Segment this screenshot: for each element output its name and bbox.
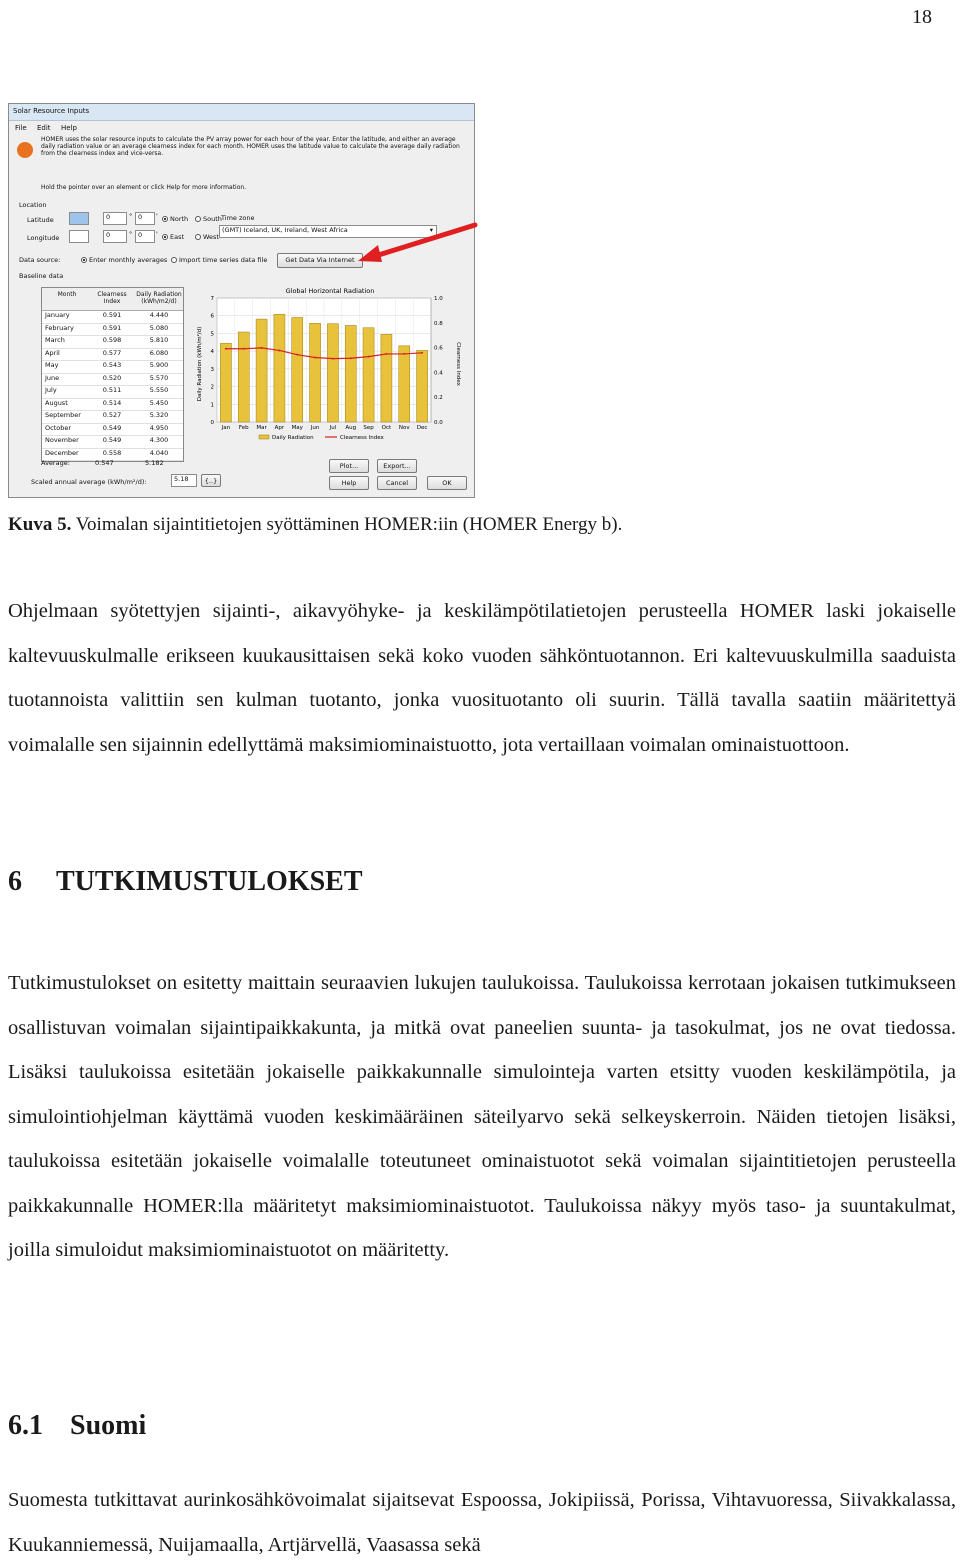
y2-tick-label: 1.0 (434, 296, 443, 302)
month-cell: February (45, 323, 74, 332)
latitude-min-input[interactable]: 0 (135, 212, 155, 225)
table-header (42, 288, 183, 311)
scaled-label: Scaled annual average (kWh/m²/d): (31, 478, 147, 486)
menu-file[interactable]: File (15, 124, 27, 132)
radiation-cell[interactable]: 5.080 (149, 323, 169, 332)
point-clearness-index (225, 348, 227, 350)
menu-help[interactable]: Help (61, 124, 77, 132)
heading-text: TUTKIMUSTULOKSET (56, 866, 363, 897)
clearness-cell[interactable]: 0.591 (102, 323, 122, 332)
radiation-cell[interactable]: 6.080 (149, 348, 169, 357)
scaled-button[interactable]: {..} (201, 474, 221, 487)
data-source-label: Data source: (19, 256, 61, 264)
radiation-cell[interactable]: 4.300 (149, 436, 169, 444)
export-button[interactable]: Export... (377, 459, 417, 473)
latitude-deg-input[interactable]: 0 (103, 212, 127, 225)
col-clearness: Clearness Index (97, 291, 127, 305)
west-radio[interactable] (195, 234, 201, 240)
time-zone-value: (GMT) Iceland, UK, Ireland, West Africa (222, 226, 348, 234)
table-row (42, 311, 183, 324)
info-icon (17, 142, 33, 158)
latitude-label: Latitude (27, 216, 54, 224)
legend-bar-label: Daily Radiation (272, 435, 314, 441)
chart-y2label: Clearness Index (455, 342, 461, 386)
month-cell: August (45, 398, 68, 407)
month-cell: December (45, 448, 79, 457)
caption-text: Voimalan sijaintitietojen syöttäminen HOMER:iin (HOMER Energy b). (71, 514, 623, 535)
south-radio[interactable] (195, 216, 201, 222)
menu-bar (9, 121, 474, 135)
radiation-cell[interactable]: 4.440 (149, 311, 169, 319)
page-number: 18 (912, 6, 932, 28)
point-clearness-index (403, 353, 405, 355)
month-cell: June (45, 373, 60, 382)
month-cell: January (45, 311, 70, 319)
bar-daily-radiation (345, 325, 356, 422)
table-row (42, 424, 183, 437)
clearness-cell[interactable]: 0.543 (102, 361, 122, 369)
table-row (42, 411, 183, 424)
north-label: North (170, 215, 189, 223)
point-clearness-index (261, 347, 263, 349)
clearness-cell[interactable]: 0.511 (102, 386, 122, 394)
average-ci: 0.547 (95, 459, 114, 467)
south-label: South (203, 215, 222, 223)
table-row (42, 436, 183, 449)
month-cell: September (45, 411, 81, 419)
y-tick-label: 7 (210, 296, 214, 302)
y2-tick-label: 0.2 (434, 395, 443, 402)
east-radio[interactable] (162, 234, 168, 240)
min-symbol: ' (156, 212, 158, 220)
min-symbol-2: ' (156, 230, 158, 238)
clearness-cell[interactable]: 0.591 (102, 311, 122, 319)
import-radio[interactable] (171, 257, 177, 263)
longitude-min-input[interactable]: 0 (135, 230, 155, 243)
heading-number: 6 (8, 866, 22, 897)
bar-daily-radiation (327, 324, 338, 422)
hint-text: Hold the pointer over an element or click Help for more information. (41, 184, 247, 191)
help-button[interactable]: Help (329, 476, 369, 490)
menu-edit[interactable]: Edit (37, 124, 51, 132)
x-tick-label: May (291, 425, 303, 431)
point-clearness-index (350, 357, 352, 359)
x-tick-label: Oct (381, 425, 392, 431)
clearness-cell[interactable]: 0.577 (102, 348, 122, 357)
clearness-cell[interactable]: 0.549 (102, 423, 122, 432)
ok-button[interactable]: OK (427, 476, 467, 490)
heading-suomi (8, 1410, 146, 1442)
x-tick-label: Jun (310, 425, 320, 431)
location-label: Location (19, 201, 47, 209)
baseline-label: Baseline data (19, 272, 64, 280)
point-clearness-index (314, 357, 316, 359)
month-cell: October (45, 423, 72, 432)
x-tick-label: Sep (363, 425, 374, 431)
y2-tick-label: 0.4 (434, 370, 443, 377)
paragraph-3: Suomesta tutkittavat aurinkosähkövoimalat sijaitsevat Espoossa, Jokipiissä, Porissa, Vihtavuoressa, Siivakkalassa, Kuukanniemessä, Nuijamaalla, Artjärvellä, Vaasassa sekä (8, 1489, 956, 1556)
month-cell: April (45, 348, 60, 357)
table-row (42, 374, 183, 387)
y-tick-label: 0 (210, 420, 214, 426)
bar-daily-radiation (363, 328, 374, 422)
get-data-button[interactable]: Get Data Via Internet (277, 253, 363, 268)
longitude-spinner[interactable] (69, 230, 89, 243)
subheading-number: 6.1 (8, 1410, 43, 1441)
paragraph-2: Tutkimustulokset on esitetty maittain seuraavien lukujen taulukoissa. Taulukoissa kerrotaan jokaisen tutkimukseen osallistuvan voimalan sijaintipaikkakunta, ja mitkä ovat paneelien suunta- ja tasokulmat, jos ne ovat tiedossa. Lisäksi taulukoissa esitetään jokaiselle paikkakunnalle simulointeja varten etsitty vuoden keskilämpötila, ja simulointiohjelman käyttämä vuoden keskimääräinen säteilyarvo sekä selkeyskerroin. Näiden tietojen lisäksi, taulukoissa esitetään jokaiselle voimalalle toteutuneet ominaistuotot sekä voimalan sijaintitietojen perusteella paikkakunnalle HOMER:lla määritetyt maksimiominaistuotot. Taulukoissa näkyy myös taso- ja suuntakulmat, joilla simuloidut maksimiominaistuotot on määritetty. (8, 972, 956, 1261)
window-titlebar (9, 104, 474, 121)
subheading-text: Suomi (70, 1410, 147, 1441)
radiation-cell[interactable]: 5.900 (149, 361, 169, 369)
table-row (42, 349, 183, 362)
deg-symbol-2: ° (129, 230, 133, 238)
month-cell: May (45, 361, 59, 369)
cancel-button[interactable]: Cancel (377, 476, 417, 490)
radiation-chart (195, 284, 461, 444)
bar-daily-radiation (220, 343, 231, 422)
radiation-cell[interactable]: 5.550 (149, 386, 169, 394)
info-text: HOMER uses the solar resource inputs to calculate the PV array power for each hour of the year. Enter the latitude, and either an average daily radiation value or an average clearness index for each month. HOMER uses the latitude value to calculate the average daily radiation from the clearness index and vice-versa. (41, 136, 460, 157)
y2-tick-label: 0.6 (434, 345, 443, 352)
longitude-deg-input[interactable]: 0 (103, 230, 127, 243)
month-cell: March (45, 336, 65, 344)
deg-symbol: ° (129, 212, 133, 220)
window-title: Solar Resource Inputs (13, 107, 90, 115)
figure-screenshot (8, 103, 475, 498)
point-clearness-index (332, 358, 334, 360)
y2-tick-label: 0.8 (434, 320, 443, 327)
point-clearness-index (385, 353, 387, 355)
point-clearness-index (421, 352, 423, 354)
east-label: East (170, 233, 185, 241)
radiation-cell[interactable]: 5.320 (149, 411, 169, 419)
figure-caption (8, 514, 622, 536)
latitude-spinner[interactable] (69, 212, 89, 225)
plot-button[interactable]: Plot... (329, 459, 369, 473)
col-radiation: Daily Radiation (kWh/m2/d) (136, 291, 182, 305)
table-body (42, 311, 183, 461)
y-tick-label: 6 (210, 313, 214, 320)
legend-bar-swatch (259, 435, 269, 439)
table-row (42, 324, 183, 337)
legend-line-label: Clearness Index (340, 435, 384, 441)
bar-daily-radiation (399, 346, 410, 422)
y-tick-label: 4 (210, 349, 214, 356)
clearness-cell[interactable]: 0.520 (102, 373, 122, 382)
point-clearness-index (368, 356, 370, 358)
x-tick-label: Nov (398, 425, 410, 431)
paragraph-1: Ohjelmaan syötettyjen sijainti-, aikavyöhyke- ja keskilämpötilatietojen perusteella HOMER laski jokaiselle kaltevuuskulmalle erikseen kuukausittaisen sekä koko vuoden sähköntuotannon. Eri kaltevuuskulmilla saaduista tuotannoista valittiin sen kulman tuotanto, jonka vuosituotanto oli suurin. Tällä tavalla saatiin määritettyä voimalalle sen sijainnin edellyttämä maksimiominaistuotto, jota vertaillaan voimalan ominaistuottoon. (8, 600, 956, 756)
info-panel (15, 136, 467, 164)
bar-daily-radiation (274, 314, 285, 422)
clearness-cell[interactable]: 0.558 (102, 448, 122, 457)
enter-monthly-radio[interactable] (81, 257, 87, 263)
bar-daily-radiation (238, 332, 249, 422)
month-cell: November (45, 436, 79, 444)
average-rad: 5.182 (145, 459, 164, 467)
enter-monthly-label: Enter monthly averages (89, 256, 168, 264)
north-radio[interactable] (162, 216, 168, 222)
bar-daily-radiation (256, 319, 267, 422)
clearness-cell[interactable]: 0.549 (102, 436, 122, 444)
x-tick-label: Mar (256, 425, 267, 431)
radiation-cell[interactable]: 4.950 (149, 423, 169, 432)
x-tick-label: Aug (345, 425, 357, 431)
radiation-cell[interactable]: 5.570 (149, 373, 169, 382)
y-tick-label: 3 (210, 366, 214, 373)
x-tick-label: Feb (238, 425, 249, 431)
scaled-input[interactable]: 5.18 (171, 474, 197, 487)
radiation-cell[interactable]: 4.040 (149, 448, 169, 457)
west-label: West (203, 233, 219, 241)
clearness-cell[interactable]: 0.598 (102, 336, 122, 344)
y-tick-label: 1 (210, 402, 214, 409)
table-row (42, 336, 183, 349)
chart-ylabel: Daily Radiation (kWh/m²/d) (197, 326, 203, 402)
table-row (42, 399, 183, 412)
clearness-cell[interactable]: 0.527 (102, 411, 122, 419)
bar-daily-radiation (417, 350, 428, 422)
table-row (42, 386, 183, 399)
radiation-cell[interactable]: 5.810 (149, 336, 169, 344)
heading-tutkimustulokset (8, 866, 363, 898)
point-clearness-index (243, 348, 245, 350)
chart-title: Global Horizontal Radiation (285, 287, 375, 295)
time-zone-label: Time zone (221, 214, 255, 222)
y-tick-label: 5 (210, 331, 214, 338)
radiation-cell[interactable]: 5.450 (149, 398, 169, 407)
chevron-down-icon: ▾ (429, 226, 433, 234)
y-tick-label: 2 (210, 384, 214, 391)
average-label: Average: (41, 459, 70, 467)
import-label: Import time series data file (179, 256, 268, 264)
point-clearness-index (296, 354, 298, 356)
x-tick-label: Dec (416, 425, 428, 431)
x-tick-label: Jan (221, 425, 231, 431)
x-tick-label: Apr (274, 425, 285, 431)
bar-daily-radiation (310, 323, 321, 422)
col-month: Month (57, 291, 77, 298)
annotation-arrow-icon (350, 215, 480, 265)
bar-daily-radiation (292, 317, 303, 422)
clearness-cell[interactable]: 0.514 (102, 398, 122, 407)
y2-tick-label: 0.0 (434, 420, 443, 426)
month-cell: July (45, 386, 57, 394)
point-clearness-index (278, 349, 280, 351)
chart-legend (259, 435, 385, 441)
x-tick-label: Jul (329, 425, 337, 431)
longitude-label: Longitude (27, 234, 60, 242)
baseline-table (41, 287, 184, 462)
caption-label: Kuva 5. (8, 514, 72, 535)
table-row (42, 361, 183, 374)
bar-daily-radiation (381, 334, 392, 422)
